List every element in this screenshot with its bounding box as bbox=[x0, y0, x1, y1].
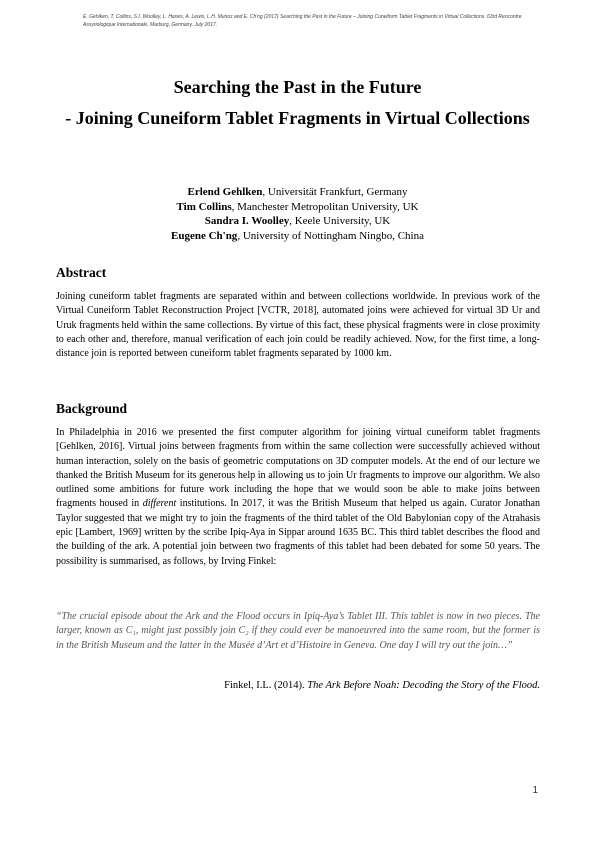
author-name: Erlend Gehlken bbox=[187, 186, 263, 198]
quote-reference bbox=[224, 680, 540, 691]
abstract-heading: Abstract bbox=[56, 265, 107, 280]
author-affiliation: , Universität Frankfurt, Germany bbox=[262, 186, 408, 198]
author-entry bbox=[40, 185, 555, 200]
abstract-text: Joining cuneiform tablet fragments are separated within and between collections worldwide. In previous work of the Virtual Cuneiform Tablet Reconstruction Project [VCTR, 2018], automated joins were achieved for virtual 3D Ur and Uruk fragments held within the same collections. By virtue of this fact, these physical fragments were in close proximity to each other and, therefore, manual verification of each join could be readily achieved. Now, for the first time, a long-distance join is reported between cuneiform tablet fragments separated by 1000 km. bbox=[56, 291, 540, 360]
finkel-quote: “The crucial episode about the Ark and the Flood occurs in Ipiq-Aya’s Tablet III. This tablet is now in two pieces. The larger, known as C₁, might just possibly join C₂ if they could ever be manoeuvred into the same room, but the former is in the British Museum and the latter in the Musée d’Art et d’Histoire in Geneva. One day I will try out the join…” bbox=[56, 611, 540, 651]
paper-title-line-1: Searching the Past in the Future bbox=[173, 77, 422, 97]
background-heading: Background bbox=[56, 401, 128, 416]
author-name: Eugene Ch'ng bbox=[170, 229, 238, 242]
background-emphasis: different bbox=[142, 498, 177, 510]
background-text-part-1: In Philadelphia in 2016 we presented the first computer algorithm for joining virtual cuneiform tablet fragments [Gehlken, 2016]. Virtual joins between fragments from within the same collection were successfully achieved without human interaction, solely on the basis of geometric computations on 3D computer models. At the end of our lecture we thanked the British Museum for its generous help in allowing us to join Ur fragments to improve our algorithm. We also outlined some ambitions for future work including the hope that we would soon be able to make joins between fragments housed in bbox=[56, 427, 540, 510]
background-text-part-2: institutions. In 2017, it was the British Museum that helped us again. Curator Jonathan Taylor suggested that we might try to join the fragments of the third tablet of the Old Babylonian copy of the Atrahasis epic [Lambert, 1969] written by the scribe Ipiq-Aya in Sippar around 1635 BC. This third tablet describes the flood and the building of the ark. A potential join between two fragments of this tablet had been debated for some 50 years. The possibility is summarised, as follows, by Irving Finkel: bbox=[56, 498, 540, 567]
author-list bbox=[40, 185, 555, 243]
reference-title: The Ark Before Noah: Decoding the Story of the Flood. bbox=[307, 680, 540, 691]
page-number: 1 bbox=[532, 785, 538, 796]
background-text bbox=[56, 426, 540, 569]
author-affiliation: , Manchester Metropolitan University, UK bbox=[231, 200, 419, 213]
author-name: Tim Collins bbox=[176, 200, 232, 213]
author-affiliation: , Keele University, UK bbox=[289, 215, 391, 227]
author-name: Sandra I. Woolley bbox=[204, 215, 290, 227]
author-entry bbox=[40, 214, 555, 229]
author-entry bbox=[40, 229, 555, 244]
paper-title-line-2: - Joining Cuneiform Tablet Fragments in Virtual Collections bbox=[65, 108, 530, 128]
header-citation: E. Gehlken, T. Collins, S.I. Woolley, L. Hanes, A. Lewis, L.H. Munoz and E. Ch'ng (2017) Searching the Past in the Future – Joining Cuneiform Tablet Fragments in Virtual Collections. 63rd Rencontre Assyriologique Internationale, Marburg, Germany, July 2017. bbox=[83, 14, 522, 28]
author-affiliation: , University of Nottingham Ningbo, China bbox=[237, 229, 424, 242]
author-entry bbox=[40, 200, 555, 215]
reference-author: Finkel, I.L. (2014). bbox=[224, 680, 308, 691]
